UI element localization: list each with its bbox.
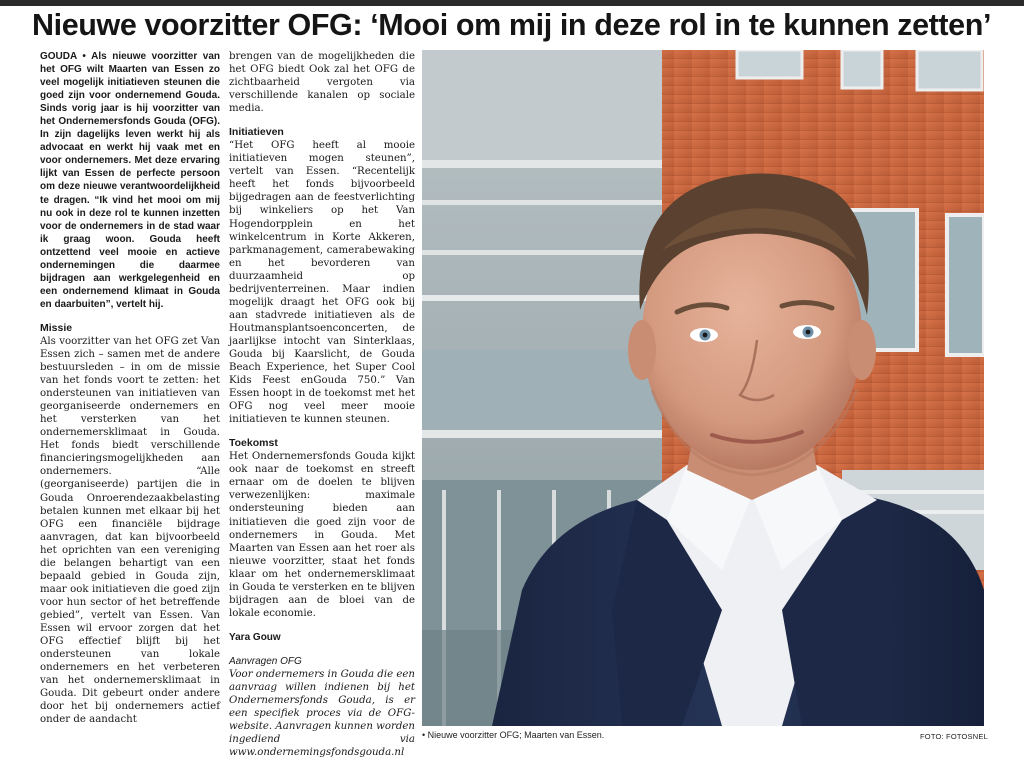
body-paragraph: “Het OFG heeft al mooie initiatieven mogen steunen”, vertelt van Essen. “Recentelijk heeft het fonds bijvoorbeeld bijgedragen aan de feestverlichting bij winkeliers op het Van Hogendorpplein en het winkelcentrum in Korte Akkeren, parkmanagement, camerabewaking en het bevorderen van duurzaamheid op bedrijventerreinen. Maar indien mogelijk draagt het OFG ook bij aan stadvrede initiatieven als de Houtmansplantsoenconcerten, de jaarlijkse intocht van Sinterklaas, Gouda bij Kaarslicht, de Gouda Beach Experience, het Super Cool Kids Feest enGouda 750.” Van Essen hoopt in de toekomst met het OFG nog veel meer mooie initiatieven te kunnen steunen.: [229, 140, 415, 426]
lead-paragraph: [40, 50, 220, 311]
body-paragraph: Als voorzitter van het OFG zet Van Essen zich – samen met de andere bestuursleden – in om de missie van het fonds voort te zetten: het ondersteunen van initiatieven van georganiseerde ondernemers en het versterken van het ondernemersklimaat in Gouda. Het fonds biedt verschillende financieringsmogelijkheden aan ondernemers. “Alle (georganiseerde) partijen die in Gouda Onroerendezaakbelasting betalen kunnen met elkaar bij het OFG een financiële bijdrage aanvragen, dat kan bijvoorbeeld het oprichten van een vereniging die belangen behartigt van een bepaald gebied in Gouda zijn, maar ook initiatieven die goed zijn voor hun sector of het betreffende gebied”, vertelt van Essen. Van Essen wil ervoor zorgen dat het OFG effectief blijft bij het ondersteunen van lokale ondernemers en het verbeteren van het ondernemersklimaat in Gouda. Dit gebeurt onder andere door het bij ondernemers actief onder de aandacht: [40, 335, 220, 726]
photo-caption: • Nieuwe voorzitter OFG; Maarten van Essen.: [422, 730, 605, 740]
headline: Nieuwe voorzitter OFG: ‘Mooi om mij in deze rol in te kunnen zetten’: [32, 8, 992, 42]
photo-credit: FOTO: FOTOSNEL: [920, 732, 988, 741]
article-column-2: [229, 50, 415, 759]
body-paragraph: brengen van de mogelijkheden die het OFG biedt Ook zal het OFG de zichtbaarheid vergoten via verschillende kanalen op sociale media.: [229, 51, 415, 115]
info-text: Voor ondernemers in Gouda die een aanvraag willen indienen bij het Ondernemersfonds Gouda, is er een specifiek proces via de OFG-website. Aanvragen kunnen worden ingediend via www.ondernemingsfondsgouda.nl: [229, 668, 415, 759]
subhead-missie: Missie: [40, 321, 73, 334]
lead-text: Als nieuwe voorzitter van het OFG wilt Maarten van Essen zo veel mogelijk initiatieven steunen die goed zijn voor ondernemend Gouda. Sinds vorig jaar is hij voorzitter van het Ondernemersfonds Gouda (OFG). In zijn dagelijks leven werkt hij als advocaat en werkt hij vaak met en voor ondernemers. Met deze ervaring lijkt van Essen de perfecte persoon om deze nieuwe verantwoordelijkheid te dragen. “Ik vind het mooi om mij nu ook in deze rol te kunnen inzetten voor de ondernemers in de stad waar ik graag woon. Gouda heeft ontzettend veel mooie en actieve ondernemingen die daarmee bijdragen aan werkgelegenheid en een ondernemend klimaat in Gouda en daarbuiten”, vertelt hij.: [40, 51, 220, 310]
portrait-photo: [422, 50, 984, 726]
subhead-toekomst: Toekomst: [229, 437, 278, 450]
subhead-initiatieven: Initiatieven: [229, 126, 284, 139]
article-column-1: [40, 50, 220, 750]
byline: Yara Gouw: [229, 631, 281, 643]
body-paragraph: Het Ondernemersfonds Gouda kijkt ook naar de toekomst en streeft ernaar om de doelen te blijven verwezenlijken: maximale ondersteuning bieden aan initiatieven die goed zijn voor de ondernemers in Gouda. Met Maarten van Essen aan het roer als nieuwe voorzitter, staat het fonds klaar om het ondernemersklimaat in Gouda te versterken en te blijven bijdragen aan de bloei van de lokale economie.: [229, 451, 415, 619]
info-heading: Aanvragen OFG: [229, 655, 302, 667]
dateline: GOUDA •: [40, 51, 92, 62]
